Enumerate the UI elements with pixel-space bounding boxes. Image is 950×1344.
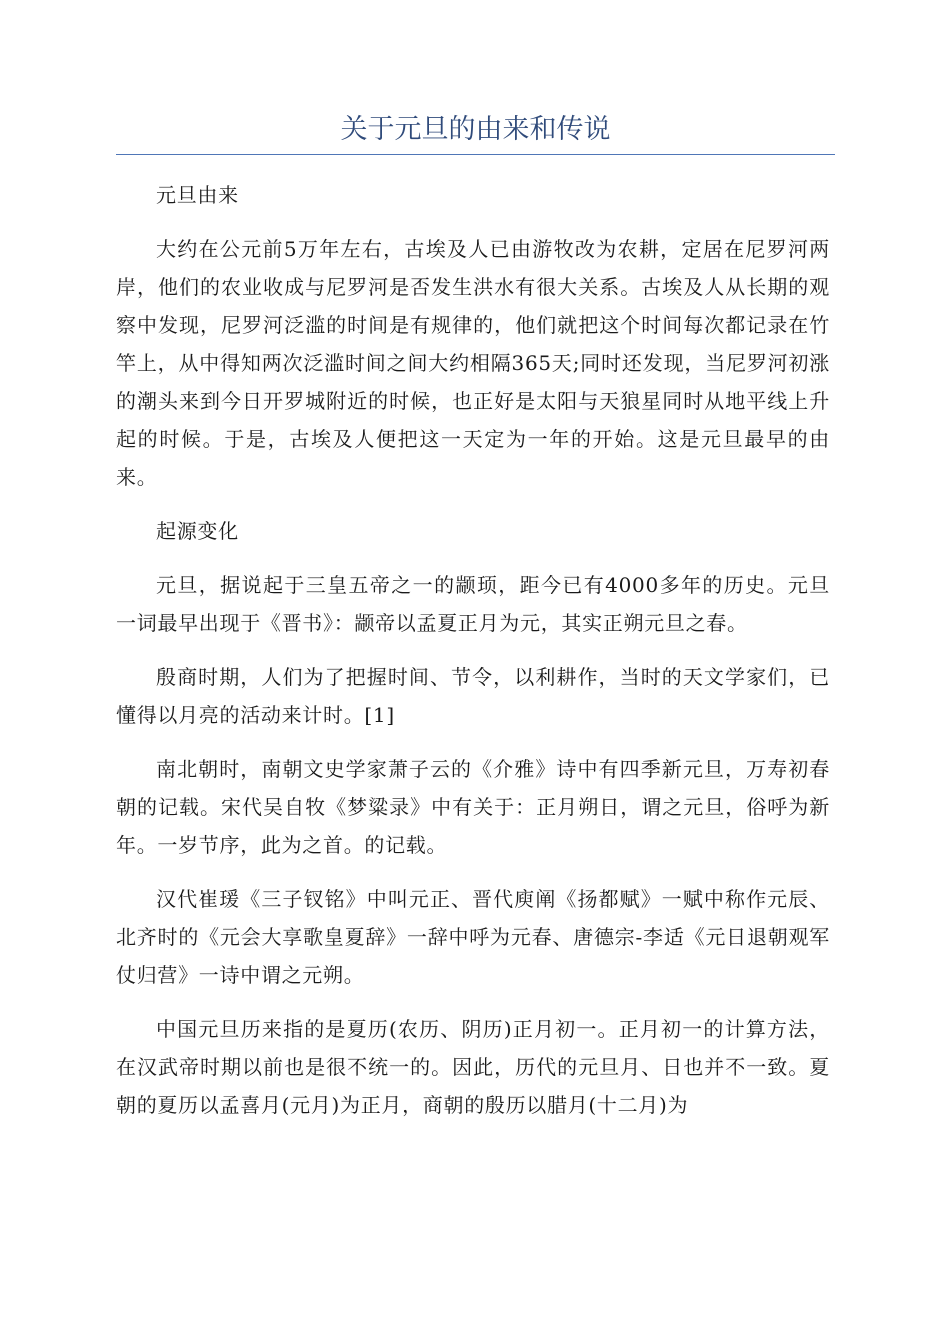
section-heading-evolution: 起源变化 — [156, 519, 239, 543]
paragraph-shang-dynasty: 殷商时期，人们为了把握时间、节令，以利耕作，当时的天文学家们，已懂得以月亮的活动来计时。[1] — [116, 665, 830, 727]
paragraph-egypt-origin: 大约在公元前5万年左右，古埃及人已由游牧改为农耕，定居在尼罗河两岸，他们的农业收成与尼罗河是否发生洪水有很大关系。古埃及人从长期的观察中发现，尼罗河泛滥的时间是有规律的，他们就把这个时间每次都记录在竹竿上，从中得知两次泛滥时间之间大约相隔365天;同时还发现，当尼罗河初涨的潮头来到今日开罗城附近的时候，也正好是太阳与天狼星同时从地平线上升起的时候。于是，古埃及人便把这一天定为一年的开始。这是元旦最早的由来。 — [116, 237, 830, 489]
document-title: 关于元旦的由来和传说 — [340, 114, 611, 145]
paragraph-han-names: 汉代崔瑗《三子钗铭》中叫元正、晋代庾阐《扬都赋》一赋中称作元辰、北齐时的《元会大享歌皇夏辞》一辞中呼为元春、唐德宗-李适《元日退朝观军仗归营》一诗中谓之元朔。 — [116, 887, 830, 987]
document-body — [116, 176, 830, 1140]
paragraph-southern-northern: 南北朝时，南朝文史学家萧子云的《介雅》诗中有四季新元旦，万寿初春朝的记载。宋代吴自牧《梦粱录》中有关于：正月朔日，谓之元旦，俗呼为新年。一岁节序，此为之首。的记载。 — [116, 757, 830, 857]
paragraph-chinese-calendar: 中国元旦历来指的是夏历(农历、阴历)正月初一。正月初一的计算方法，在汉武帝时期以前也是很不统一的。因此，历代的元旦月、日也并不一致。夏朝的夏历以孟喜月(元月)为正月，商朝的殷历以腊月(十二月)为 — [116, 1017, 830, 1117]
title-underline — [116, 154, 835, 155]
paragraph-zhuanxu: 元旦，据说起于三皇五帝之一的颛顼，距今已有4000多年的历史。元旦一词最早出现于《晋书》：颛帝以孟夏正月为元，其实正朔元旦之春。 — [116, 573, 830, 635]
section-heading-origin: 元旦由来 — [156, 183, 239, 207]
